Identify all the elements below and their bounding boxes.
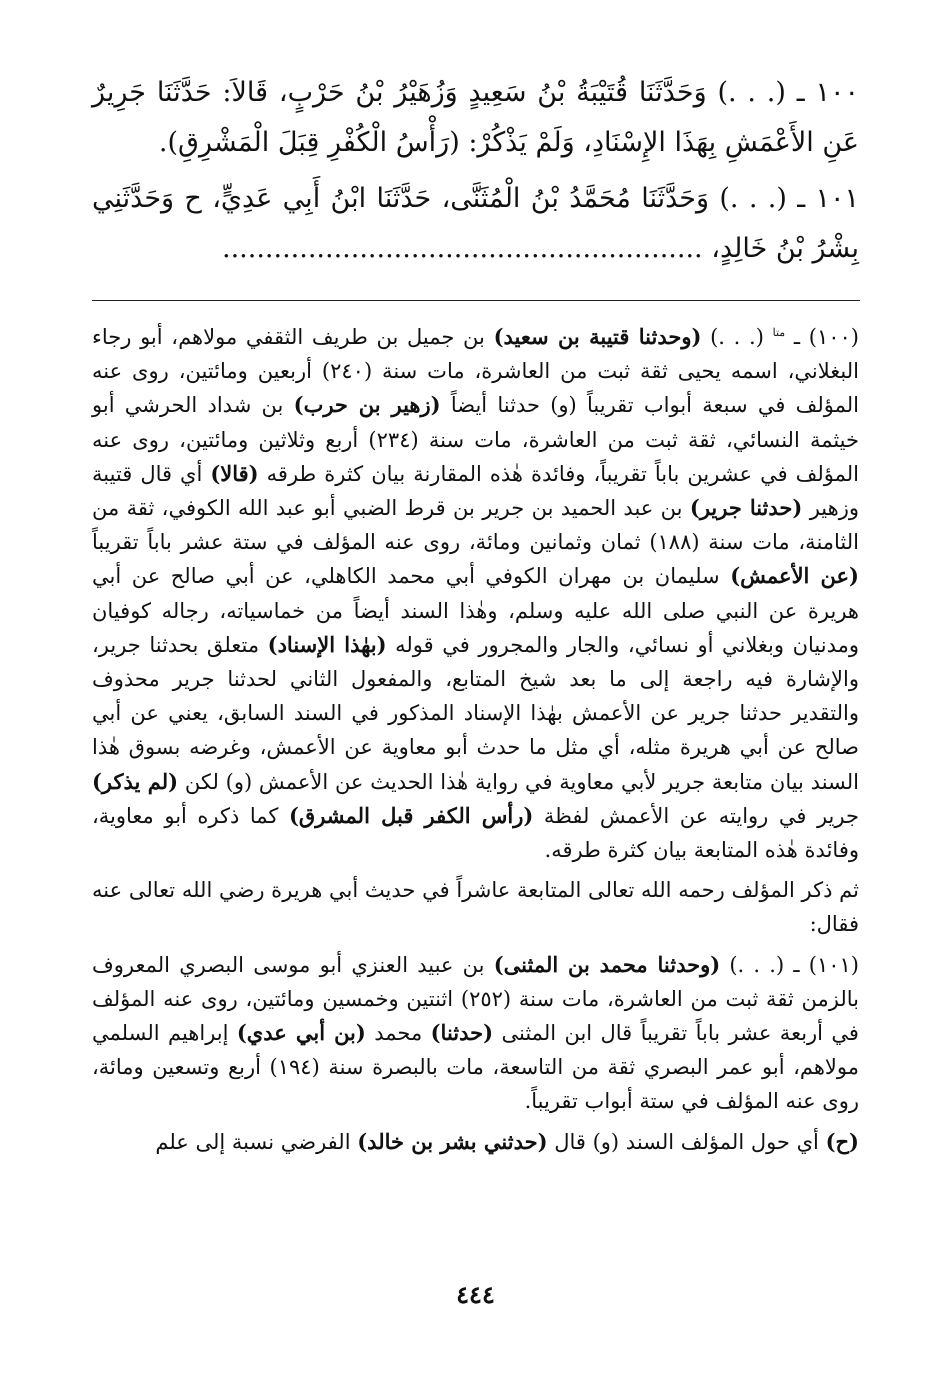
commentary-transition — [92, 873, 859, 941]
omission-mark: (. . .) — [710, 325, 764, 349]
commentary-text: سليمان بن مهران الكوفي أبي محمد الكاهلي، عن أبي صالح عن أبي هريرة عن النبي صلى الله عليه وسلم، وهٰذا السند أيضاً من خماسياته، رجاله كوفيان ومدنيان وبغلاني أو نسائي، والجار والمجرور في قوله — [92, 564, 859, 657]
commentary-tahwil — [92, 1125, 859, 1159]
quoted-phrase: (بن أبي عدي) — [236, 1020, 366, 1046]
quoted-phrase: (ح) — [825, 1128, 859, 1154]
commentary-text: متعلق بحدثنا جرير، والإشارة فيه راجعة إلى ما بعد شيخ المتابع، والمفعول الثاني لحدثنا جرير محذوف والتقدير حدثنا جرير عن الأعمش بهٰذا الإسناد المذكور في السند السابق، يعني عن أبي صالح عن أبي هريرة مثله، أي مثل ما حدث أبو معاوية عن الأعمش، وغرضه بسوق هٰذا السند بيان متابعة جرير لأبي معاوية في رواية هٰذا الحديث عن الأعمش (و) لكن — [92, 632, 859, 794]
commentary-text: بن عبد الحميد بن جرير بن قرط الضبي أبو عبد الله الكوفي، ثقة من الثامنة، مات سنة (١٨٨) ثمان وثمانين ومائة، روى عنه المؤلف في ستة عشر باباً تقريباً — [92, 496, 859, 555]
commentary-text: جرير في روايته عن الأعمش لفظة — [543, 803, 859, 828]
quoted-phrase: (بهٰذا الإسناد) — [267, 631, 387, 657]
quoted-phrase: (حدثنا) — [430, 1020, 494, 1046]
ref-number: (١٠٠) — [808, 325, 859, 349]
commentary-text: بن شداد الحرشي أبو خيثمة النسائي، ثقة ثبت من العاشرة، مات سنة (٢٣٤) أربع وثلاثين ومائتين، روى عنه المؤلف في عشرين باباً تقريباً، وفائدة هٰذه المقارنة بيان كثرة طرقه — [92, 393, 860, 486]
quoted-phrase: (وحدثنا محمد بن المثنى) — [493, 951, 721, 977]
ref-dash: ـ — [793, 325, 801, 349]
quoted-phrase: (حدثنا جرير) — [689, 495, 803, 521]
quoted-phrase: (رأس الكفر قبل المشرق) — [288, 802, 534, 828]
page-number: ٤٤٤ — [456, 1280, 495, 1309]
hadith-100-text: ١٠٠ ـ (. . .) وَحَدَّثَنَا قُتَيْبَةُ بْنُ سَعِيدٍ وَزُهَيْرُ بْنُ حَرْبٍ، قَالاَ: حَدَّثَنَا جَرِيرٌ عَنِ الأَعْمَشِ بِهَذَا الإِسْنَادِ، وَلَمْ يَذْكُرْ: (رَأْسُ الْكُفْرِ قِبَلَ الْمَشْرِقِ). — [92, 77, 859, 158]
commentary-paragraph-100 — [92, 316, 859, 867]
quoted-phrase: (وحدثنا قتيبة بن سعيد) — [493, 324, 702, 349]
commentary-paragraph-101 — [92, 948, 859, 1119]
omission-mark: (. . .) — [729, 952, 785, 977]
separator-line — [92, 300, 860, 301]
commentary-text: محمد — [374, 1021, 423, 1046]
commentary-text: كما ذكره أبو معاوية، وفائدة هٰذه المتابعة بيان كثرة طرقه. — [92, 803, 859, 863]
commentary-text: أي قال قتيبة وزهير — [92, 461, 859, 521]
commentary-text: بن عبيد العنزي أبو موسى البصري المعروف بالزمن ثقة ثبت من العاشرة، مات سنة (٢٥٢) اثنتين وخمسين ومائتين، روى عنه المؤلف في أربعة عشر باباً تقريباً قال ابن المثنى — [92, 952, 860, 1046]
commentary-text: أي حول المؤلف السند (و) قال — [554, 1129, 819, 1154]
hadith-text-block — [92, 68, 859, 280]
commentary-text: بن جميل بن طريف الثقفي مولاهم، أبو رجاء البغلاني، اسمه يحيى ثقة ثبت من العاشرة، مات سنة (٢٤٠) أربعين ومائتين، روى عنه المؤلف في سبعة أبواب تقريباً (و) حدثنا أيضاً — [92, 325, 859, 418]
source-mark: متا — [772, 326, 786, 339]
quoted-phrase: (عن الأعمش) — [730, 563, 859, 589]
quoted-phrase: (لم يذكر) — [92, 768, 179, 794]
hadith-101-text: ١٠١ ـ (. . .) وَحَدَّثَنَا مُحَمَّدُ بْنُ الْمُثَنَّى، حَدَّثَنَا ابْنُ أَبِي عَدِيٍّ، ح وَحَدَّثَنِي بِشْرُ بْنُ خَالِدٍ، — [92, 183, 859, 264]
hadith-100 — [92, 68, 859, 168]
hadith-101 — [92, 174, 859, 274]
commentary-text: الفرضي نسبة إلى علم — [155, 1129, 351, 1154]
quoted-phrase: (حدثني بشر بن خالد) — [357, 1128, 548, 1154]
commentary-text: ثم ذكر المؤلف رحمه الله تعالى المتابعة عاشراً في حديث أبي هريرة رضي الله تعالى عنه فقال: — [92, 878, 859, 937]
ellipsis-dots: ........................................................ — [222, 233, 703, 264]
commentary-block — [92, 316, 859, 1165]
ref-number: (١٠١) — [808, 952, 859, 977]
quoted-phrase: (زهير بن حرب) — [293, 392, 441, 418]
quoted-phrase: (قالا) — [210, 460, 259, 486]
ref-dash: ـ — [793, 952, 800, 977]
commentary-text: إبراهيم السلمي مولاهم، أبو عمر البصري ثقة من التاسعة، مات بالبصرة سنة (١٩٤) أربع وتسعين ومائة، روى عنه المؤلف في ستة أبواب تقريباً. — [92, 1021, 859, 1114]
